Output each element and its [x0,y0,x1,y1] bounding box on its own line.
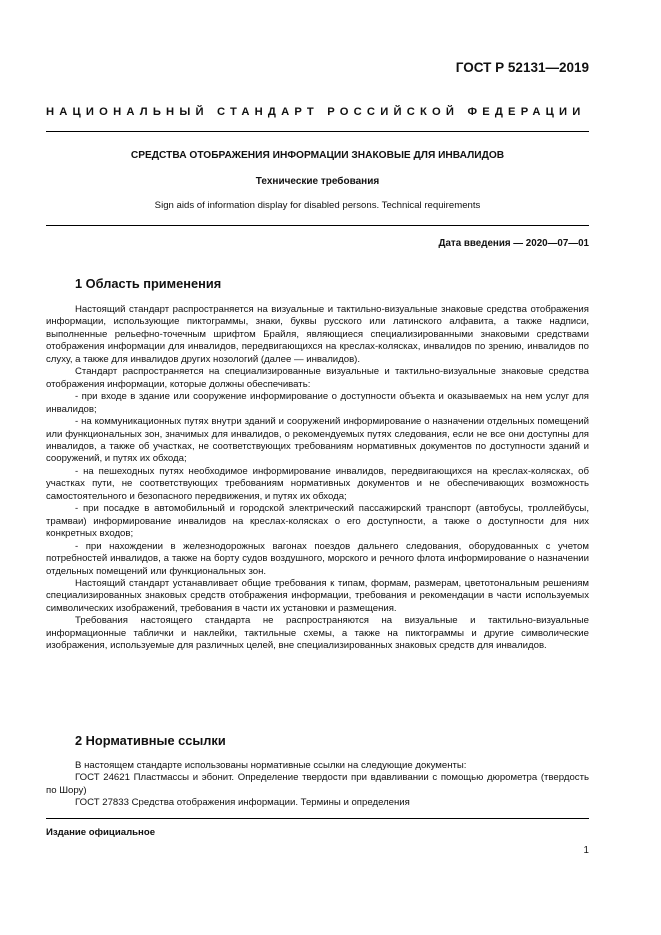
section-2-heading: 2 Нормативные ссылки [75,733,226,748]
paragraph: Настоящий стандарт устанавливает общие требования к типам, формам, размерам, цветотональным решениям специализированных знаковых средств отображения информации, требования и рекомендации в части используемых символических изображений, требования в части их установки и размещения. [46,577,589,614]
edition-label: Издание официальное [46,827,156,838]
section-2-body [46,760,589,810]
list-item: - на пешеходных путях необходимое информирование инвалидов, передвигающихся на креслах-колясках, об участках пути, не соответствующих требованиям нормативных документов и не обеспечивающих возможность самостоятельного и безопасного передвижения, и путях их обхода; [46,465,589,502]
list-item: - при нахождении в железнодорожных вагонах поездов дальнего следования, оборудованных с учетом потребностей инвалидов, а также на борту судов воздушного, морского и речного флота информирование о назначении отдельных помещений или функциональных зон. [46,540,589,577]
section-1-body [46,304,589,653]
list-item: - при посадке в автомобильный и городской электрический пассажирский транспорт (автобусы, троллейбусы, трамваи) информирование инвалидов на креслах-колясках о его доступности, а также о доступности для них конкретных входов; [46,503,589,540]
paragraph: В настоящем стандарте использованы нормативные ссылки на следующие документы: [75,760,467,771]
standard-number: ГОСТ Р 52131—2019 [455,60,589,75]
list-item: - на коммуникационных путях внутри зданий и сооружений информирование о назначении отдельных помещений или функциональных зон, значимых для инвалидов, о рекомендуемых путях следования, если не все они доступны для инвалидов, а также об участках, не соответствующих требованиям нормативных документов по доступности зданий и сооружений, и путях их обхода; [46,416,589,465]
list-item: - при входе в здание или сооружение информирование о доступности объекта и оказываемых на нем услуг для инвалидов; [46,391,589,415]
paragraph: Требования настоящего стандарта не распространяются на визуальные и тактильно-визуальные информационные таблички и наклейки, тактильные схемы, а также на пиктограммы и другие символические изображения, используемые для различных целей, вне специализированных знаковых средств для инвалидов. [46,615,589,652]
introduction-date: Дата введения — 2020—07—01 [438,238,589,249]
document-title: СРЕДСТВА ОТОБРАЖЕНИЯ ИНФОРМАЦИИ ЗНАКОВЫЕ ДЛЯ ИНВАЛИДОВ [130,150,505,161]
document-subtitle: Технические требования [255,176,380,187]
national-standard-banner: НАЦИОНАЛЬНЫЙ СТАНДАРТ РОССИЙСКОЙ ФЕДЕРАЦИИ [46,106,586,118]
paragraph: Настоящий стандарт распространяется на визуальные и тактильно-визуальные знаковые средства отображения информации, использующие пиктограммы, знаки, буквы русского или латинского алфавита, а также надписи, выполненные рельефно-точечным шрифтом Брайля, являющиеся специализированными знаковыми средствами отображения информации для инвалидов, передвигающихся на креслах-колясках, инвалидов по зрению, инвалидов по слуху, а также для инвалидов других нозологий (далее — инвалидов). [46,304,589,365]
page-number: 1 [583,845,589,856]
banner-divider [46,131,589,132]
english-title: Sign aids of information display for disabled persons. Technical requirements [154,200,481,211]
title-divider [46,225,589,226]
reference-item: ГОСТ 24621 Пластмассы и эбонит. Определение твердости при вдавливании с помощью дюрометра (твердость по Шору) [46,772,589,796]
section-1-heading: 1 Область применения [75,276,222,291]
footer-divider [46,818,589,819]
paragraph: Стандарт распространяется на специализированные визуальные и тактильно-визуальные знаковые средства отображения информации, которые должны обеспечивать: [46,366,589,390]
reference-item: ГОСТ 27833 Средства отображения информации. Термины и определения [75,797,410,809]
